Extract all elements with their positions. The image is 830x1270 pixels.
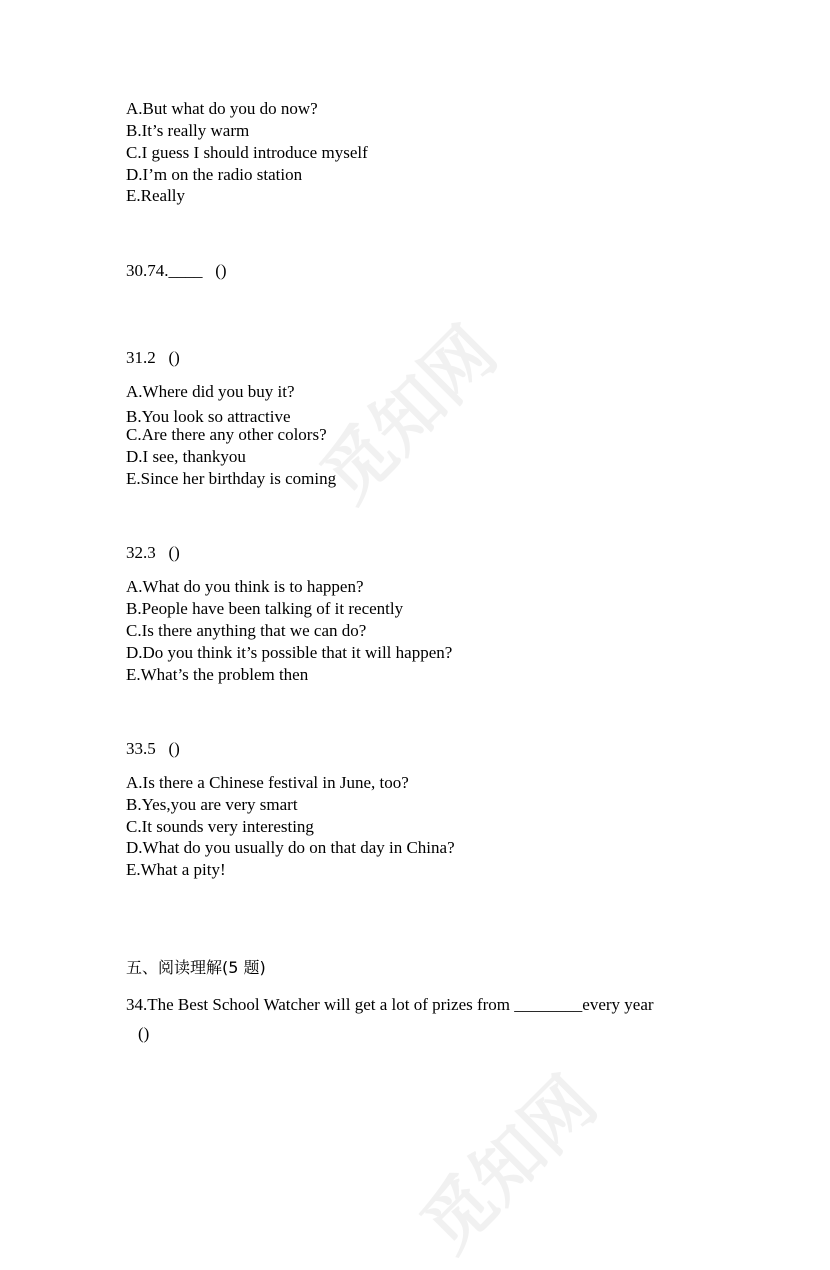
q29-option-d: D.I’m on the radio station — [126, 165, 303, 184]
q31-option-d: D.I see, thankyou — [126, 447, 246, 466]
q34-stem: 34.The Best School Watcher will get a lot of prizes from ________every year — [126, 995, 654, 1014]
q33-option-c: C.It sounds very interesting — [126, 817, 314, 836]
section-title: 五、阅读理解(5 题) — [126, 958, 266, 977]
watermark-bottom: 觅知网 — [405, 1061, 613, 1268]
q33-option-d: D.What do you usually do on that day in China? — [126, 838, 455, 857]
q31-stem: 31.2 () — [126, 348, 180, 367]
q29-option-b: B.It’s really warm — [126, 121, 250, 140]
q33-option-e: E.What a pity! — [126, 860, 226, 879]
q31-option-a: A.Where did you buy it? — [126, 382, 295, 401]
q31-option-c: C.Are there any other colors? — [126, 425, 327, 444]
q32-option-b: B.People have been talking of it recently — [126, 599, 404, 618]
q29-option-a: A.But what do you do now? — [126, 99, 318, 118]
q33-option-b: B.Yes,you are very smart — [126, 795, 298, 814]
q31-option-e: E.Since her birthday is coming — [126, 469, 337, 488]
q30-stem: 30.74.____ () — [126, 261, 227, 280]
q32-option-c: C.Is there anything that we can do? — [126, 621, 367, 640]
q29-option-c: C.I guess I should introduce myself — [126, 143, 368, 162]
q32-stem: 32.3 () — [126, 543, 180, 562]
q33-option-a: A.Is there a Chinese festival in June, too? — [126, 773, 409, 792]
q32-option-e: E.What’s the problem then — [126, 665, 309, 684]
q33-stem: 33.5 () — [126, 739, 180, 758]
q31-option-b: B.You look so attractive — [126, 407, 291, 426]
q29-option-e: E.Really — [126, 186, 186, 205]
q32-option-a: A.What do you think is to happen? — [126, 577, 364, 596]
q32-option-d: D.Do you think it’s possible that it will happen? — [126, 643, 453, 662]
watermark: 觅知网 — [305, 311, 513, 518]
q34-answer: () — [138, 1024, 150, 1043]
